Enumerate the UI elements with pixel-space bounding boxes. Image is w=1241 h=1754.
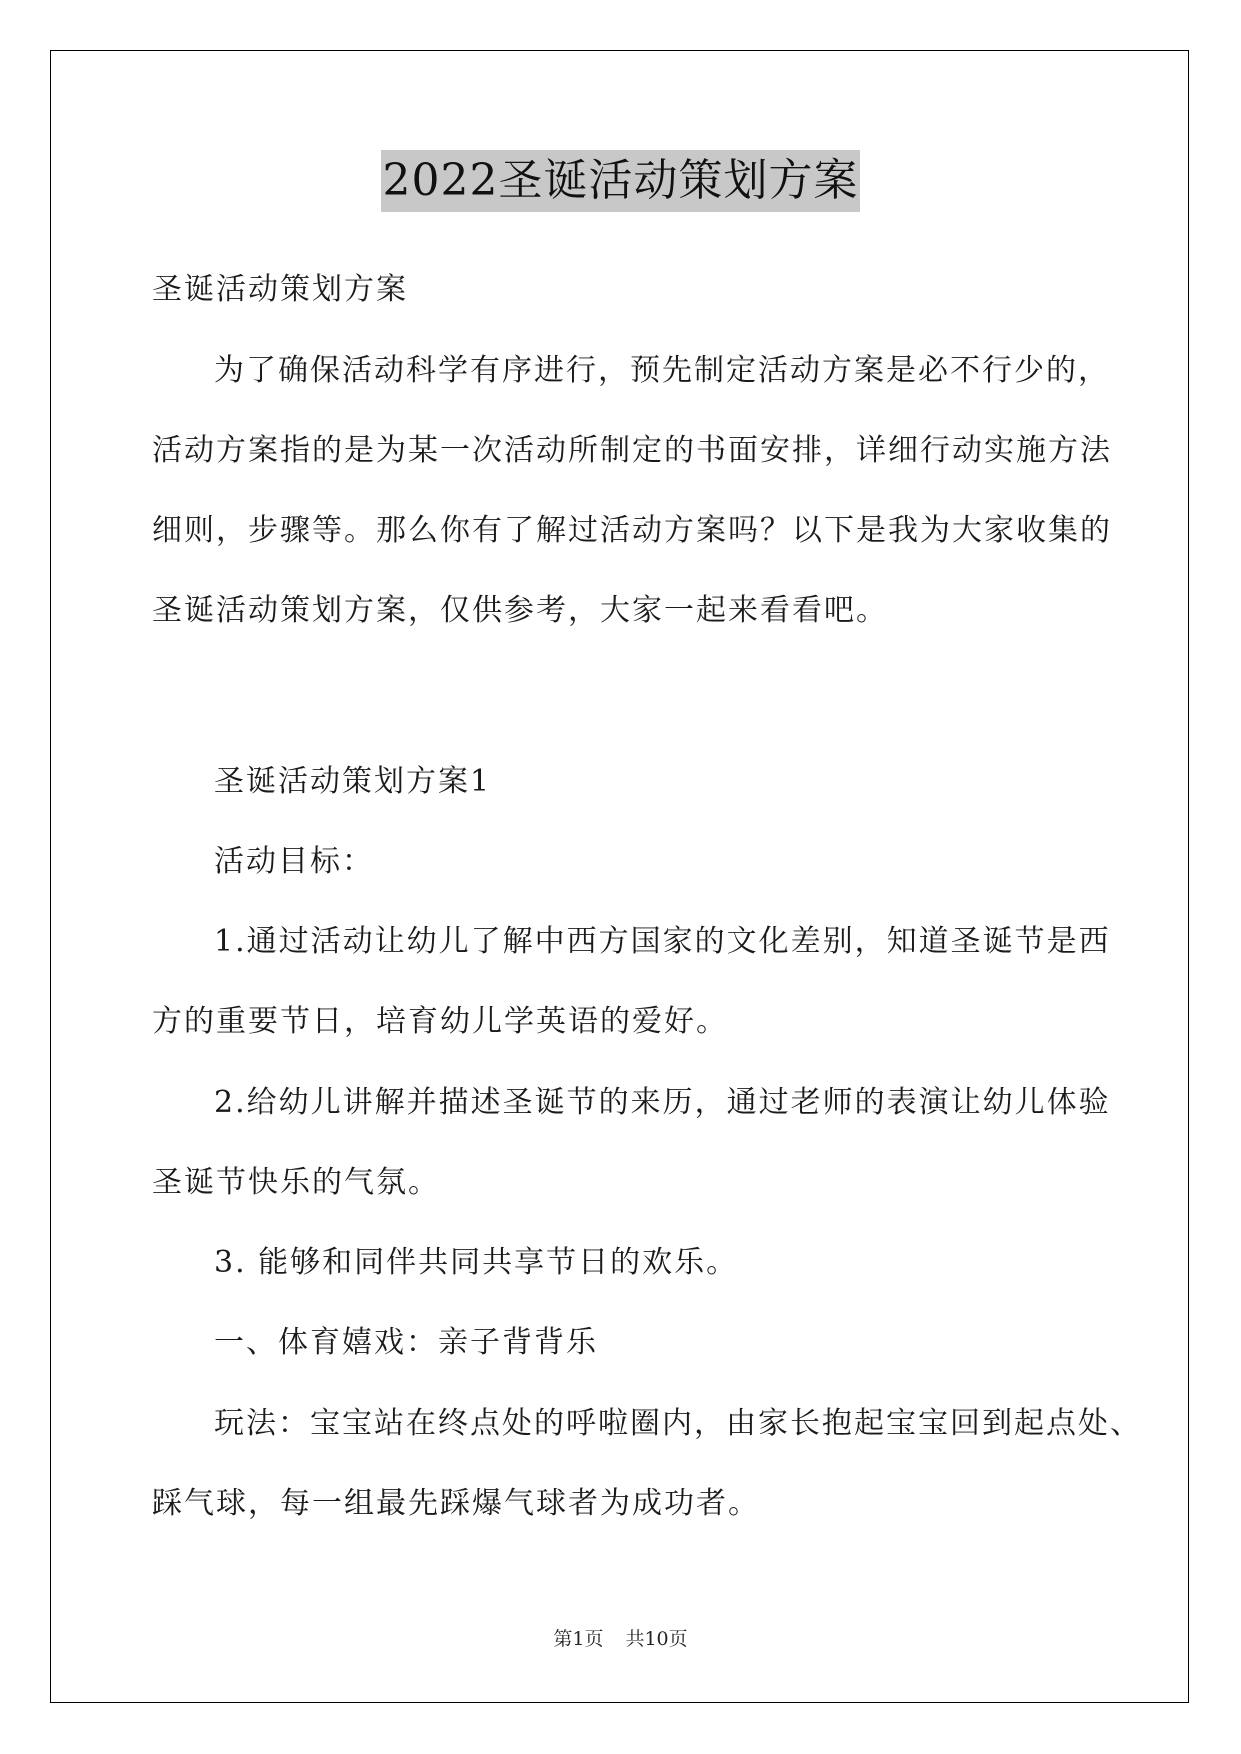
page-footer	[0, 1626, 1241, 1652]
section-heading: 一、体育嬉戏：亲子背背乐	[214, 1325, 598, 1360]
page-total: 共10页	[625, 1628, 688, 1650]
list-item: 3. 能够和同伴共同共享节日的欢乐。	[214, 1245, 739, 1280]
list-item: 1.通过活动让幼儿了解中西方国家的文化差别，知道圣诞节是西	[214, 924, 1111, 959]
section-heading: 圣诞活动策划方案1	[214, 764, 492, 799]
body-line-subtitle: 圣诞活动策划方案	[152, 272, 408, 307]
body-line: 踩气球，每一组最先踩爆气球者为成功者。	[152, 1486, 760, 1521]
body-line: 为了确保活动科学有序进行，预先制定活动方案是必不行少的，	[214, 353, 1110, 388]
list-item: 2.给幼儿讲解并描述圣诞节的来历，通过老师的表演让幼儿体验	[214, 1085, 1111, 1120]
body-line: 圣诞活动策划方案，仅供参考，大家一起来看看吧。	[152, 593, 888, 628]
body-line: 方的重要节日，培育幼儿学英语的爱好。	[152, 1004, 728, 1039]
title-text: 2022圣诞活动策划方案	[381, 150, 861, 212]
body-line: 玩法：宝宝站在终点处的呼啦圈内，由家长抱起宝宝回到起点处、	[214, 1406, 1142, 1441]
body-line: 活动目标：	[214, 844, 374, 879]
page-number: 第1页	[553, 1628, 604, 1650]
document-title	[0, 150, 1241, 212]
body-line: 活动方案指的是为某一次活动所制定的书面安排，详细行动实施方法	[152, 433, 1112, 468]
body-line: 细则，步骤等。那么你有了解过活动方案吗？以下是我为大家收集的	[152, 513, 1112, 548]
body-line: 圣诞节快乐的气氛。	[152, 1165, 440, 1200]
